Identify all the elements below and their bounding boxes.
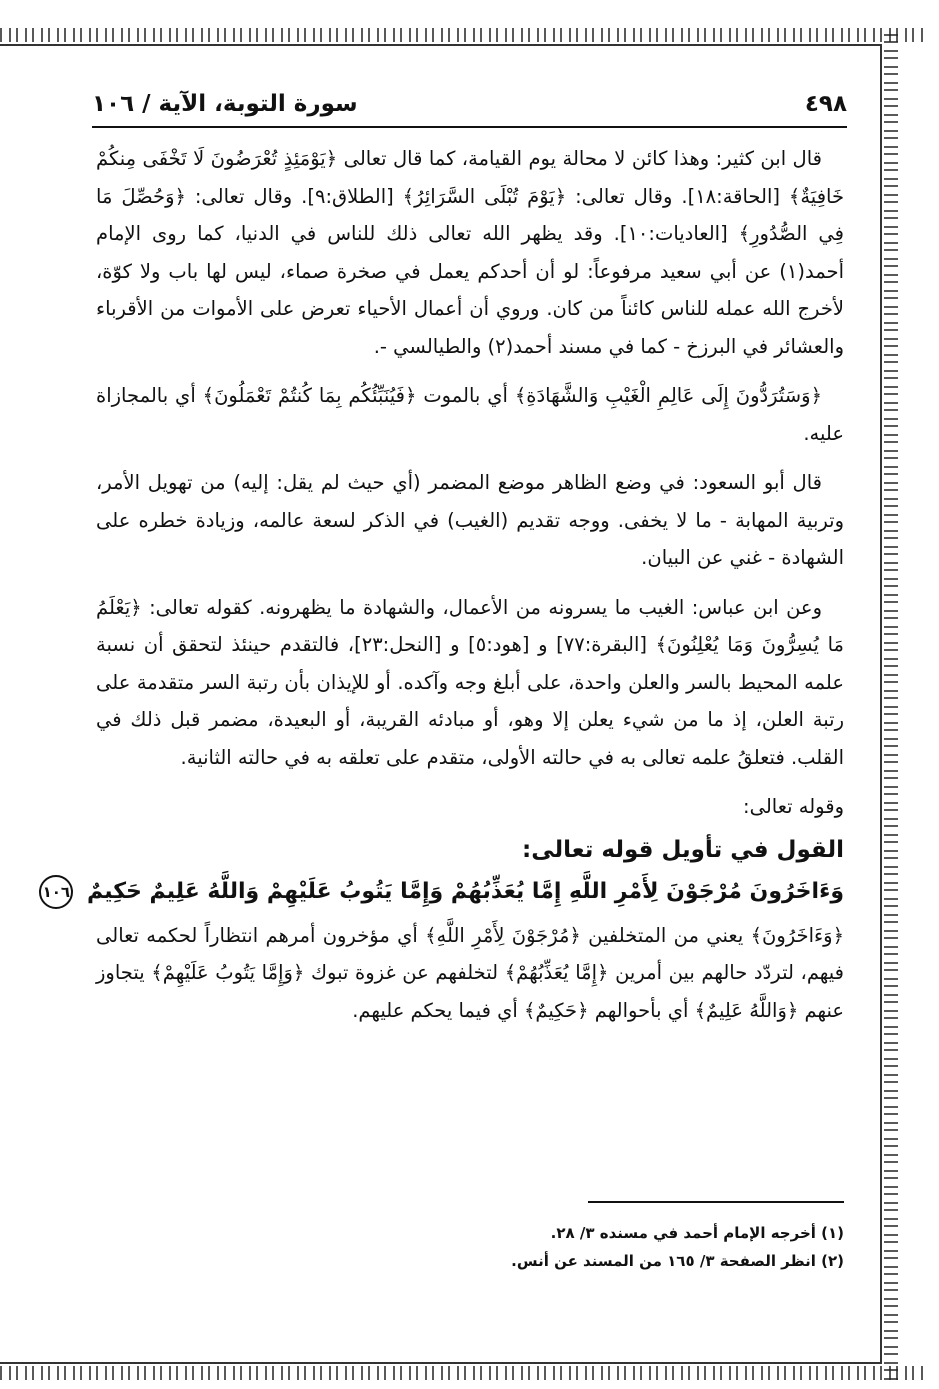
decorative-border-top: [0, 28, 925, 42]
page-header: [92, 84, 847, 124]
paragraph-ibn-kathir: قال ابن كثير: وهذا كائن لا محالة يوم القيامة، كما قال تعالى ﴿يَوْمَئِذٍ تُعْرَضُونَ لَا تَخْفَى مِنكُمْ خَافِيَةٌ﴾ [الحاقة:١٨]. وقال تعالى: ﴿يَوْمَ تُبْلَى السَّرَائِرُ﴾ [الطلاق:٩]. وقال تعالى: ﴿وَحُصِّلَ مَا فِي الصُّدُورِ﴾ [العاديات:١٠]. وقد يظهر الله تعالى ذلك للناس في الدنيا، كما روى الإمام أحمد(١) عن أبي سعيد مرفوعاً: لو أن أحدكم يعمل في صخرة صماء، ليس لها باب ولا كوّة، لأخرج الله عمله للناس كائناً من كان. وروي أن أعمال الأحياء تعرض على الأموات من الأقرباء والعشائر في البرزخ - كما في مسند أحمد(٢) والطيالسي -.: [96, 147, 845, 358]
footnote-rule: [588, 1201, 844, 1203]
running-title: سورة التوبة، الآية / ١٠٦: [92, 91, 358, 117]
quran-verse: [42, 873, 844, 911]
footnote-2: (٢) انظر الصفحة ٣/ ١٦٥ من المسند عن أنس.: [511, 1252, 844, 1270]
page-body: [42, 140, 845, 1041]
verse-text: وَءَاخَرُونَ مُرْجَوْنَ لِأَمْرِ اللَّهِ إِمَّا يُعَذِّبُهُمْ وَإِمَّا يَتُوبُ عَلَيْهِمْ وَاللَّهُ عَلِيمٌ حَكِيمٌ: [86, 879, 844, 904]
verse-number: ١٠٦: [39, 875, 73, 909]
paragraph-abu-saud: قال أبو السعود: في وضع الظاهر موضع المضمر (أي حيث لم يقل: إليه) من تهويل الأمر، وتربية المهابة - ما لا يخفى. ووجه تقديم (الغيب) في الذكر لسعة عالمه، وزيادة خطره على الشهادة - غني عن البيان.: [96, 471, 844, 569]
section-heading: القول في تأويل قوله تعالى:: [522, 836, 844, 863]
paragraph-ibn-abbas: وعن ابن عباس: الغيب ما يسرونه من الأعمال، والشهادة ما يظهرونه. كقوله تعالى: ﴿يَعْلَمُ مَا يُسِرُّونَ وَمَا يُعْلِنُونَ﴾ [البقرة:٧٧] و [هود:٥] و [النحل:٢٣]، فالتقدم حينئذ لتحقق أن نسبة علمه المحيط بالسر والعلن واحدة، على أبلغ وجه وآكده. أو للإيذان بأن رتبة السر متقدمة على رتبة العلن، إذ ما من شيء يعلن إلا وهو، أو مبادئه القريبة، أو البعيدة، مضمر قبل ذلك في القلب. فتعلقُ علمه تعالى به في حالته الأولى، متقدم على تعلقه به في حالته الثانية.: [96, 595, 845, 769]
footnote-1: (١) أخرجه الإمام أحمد في مسنده ٣/ ٢٨.: [550, 1224, 844, 1242]
header-rule: [92, 126, 847, 128]
decorative-border-bottom: [0, 1366, 925, 1380]
footnotes: [300, 1219, 844, 1275]
paragraph-return-to-knower: ﴿وَسَتُرَدُّونَ إِلَى عَالِمِ الْغَيْبِ وَالشَّهَادَةِ﴾ أي بالموت ﴿فَيُنَبِّئُكُم بِمَا كُنتُمْ تَعْمَلُونَ﴾ أي بالمجازاة عليه.: [96, 384, 844, 445]
paragraph-commentary: ﴿وَءَاخَرُونَ﴾ يعني من المتخلفين ﴿مُرْجَوْنَ لِأَمْرِ اللَّهِ﴾ أي مؤخرون أمرهم انتظاراً لحكمه تعالى فيهم، لتردّد حالهم بين أمرين ﴿إِمَّا يُعَذِّبُهُمْ﴾ لتخلفهم عن غزوة تبوك ﴿وَإِمَّا يَتُوبُ عَلَيْهِمْ﴾ يتجاوز عنهم ﴿وَاللَّهُ عَلِيمٌ﴾ أي بأحوالهم ﴿حَكِيمٌ﴾ أي فيما يحكم عليهم.: [96, 923, 844, 1022]
intro-line: وقوله تعالى:: [743, 795, 844, 818]
border-line-top: [0, 44, 882, 46]
decorative-border-right: [884, 28, 898, 1380]
border-line-bottom: [0, 1362, 882, 1364]
border-line-right: [880, 44, 882, 1364]
page-number: ٤٩٨: [804, 91, 847, 117]
